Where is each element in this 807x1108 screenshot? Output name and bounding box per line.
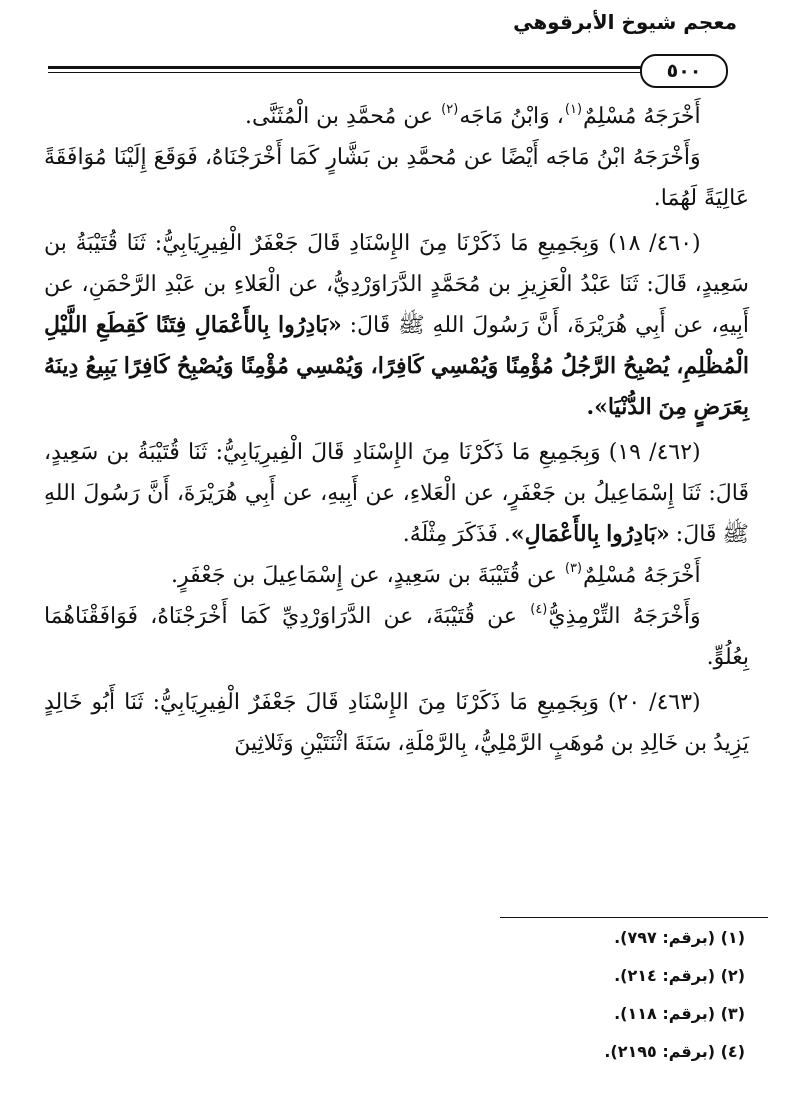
footnote-separator <box>500 917 768 918</box>
text-span: عن مُحمَّدِ بن الْمُثَنَّى. <box>245 104 441 129</box>
footnote-3: (٣) (برقم: ١١٨). <box>614 1004 745 1023</box>
footnote-2: (٢) (برقم: ٢١٤). <box>614 966 745 985</box>
text-span: عن قُتَيْبَةَ بن سَعِيدٍ، عن إِسْمَاعِيلَ بن جَعْفَرٍ. <box>171 563 564 588</box>
text-span: أَخْرَجَهُ مُسْلِمٌ <box>583 563 701 588</box>
text-span: ، وَابْنُ مَاجَه <box>459 104 564 129</box>
hadith-matn: «بَادِرُوا بِالأَعْمَالِ» <box>510 521 670 547</box>
text-span: أَخْرَجَهُ مُسْلِمٌ <box>583 104 701 129</box>
footnote-1: (١) (برقم: ٧٩٧). <box>614 928 745 947</box>
running-title: معجم شيوخ الأبرقوهي <box>513 10 737 34</box>
footnote-marker: (٢) <box>441 102 459 117</box>
footnotes <box>245 928 745 1080</box>
paragraph-takhrij-3 <box>44 555 749 596</box>
paragraph-takhrij-1 <box>44 96 749 137</box>
footnote-marker: (١) <box>564 102 583 117</box>
paragraph-hadith-460 <box>44 223 749 428</box>
isnad-text: (٤٦٢/ ١٩) وَبِجَمِيعِ مَا ذَكَرْنَا مِنَ الإِسْنَادِ قَالَ الْفِيرِيَابِيُّ: ثَنَا قُتَيْبَةُ بن سَعِيدٍ، قَالَ: ثَنَا إِسْمَاعِيلُ بن جَعْفَرٍ، عن الْعَلاءِ، عن أَبِيهِ، عن أَبِي هُرَيْرَةَ، أَنَّ رَسُولَ اللهِ ﷺ قَالَ: <box>44 440 749 547</box>
hadith-matn: «بَادِرُوا بِالأَعْمَالِ فِتَنًا كَقِطَعِ اللَّيْلِ الْمُظْلِمِ، يُصْبِحُ الرَّجُلُ مُؤْمِنًا وَيُمْسِي كَافِرًا، وَيُمْسِي مُؤْمِنًا وَيُصْبِحُ كَافِرًا يَبِيعُ دِينَهُ بِعَرَضٍ مِنَ الدُّنْيَا». <box>44 312 749 420</box>
footnote-4: (٤) (برقم: ٢١٩٥). <box>604 1042 745 1061</box>
text-span: عن قُتَيْبَةَ، عن الدَّرَاوَرْدِيِّ كَمَا أَخْرَجْنَاهُ، فَوَافَقْنَاهُمَا بِعُلُوٍّ. <box>44 604 749 670</box>
text-span: وَأَخْرَجَهُ التِّرْمِذِيُّ <box>548 604 701 629</box>
footnote-marker: (٤) <box>530 602 548 617</box>
header-rule <box>48 66 646 69</box>
footnote-marker: (٣) <box>564 561 583 576</box>
paragraph-hadith-463: (٤٦٣/ ٢٠) وَبِجَمِيعِ مَا ذَكَرْنَا مِنَ الإِسْنَادِ قَالَ جَعْفَرٌ الْفِيرِيَابِيُّ: ثَنَا أَبُو خَالِدٍ يَزِيدُ بن خَالِدِ بن مُوهَبٍ الرَّمْلِيُّ، بِالرَّمْلَةِ، سَنَةَ اثْنَتَيْنِ وَثَلاثِينَ <box>44 690 749 756</box>
paragraph-takhrij-4 <box>44 596 749 678</box>
paragraph-hadith-462 <box>44 432 749 555</box>
main-text <box>44 96 749 764</box>
header-rule-thin <box>48 72 646 73</box>
text-span: . فَذَكَرَ مِثْلَهُ. <box>402 522 511 547</box>
isnad-text: (٤٦٠/ ١٨) وَبِجَمِيعِ مَا ذَكَرْنَا مِنَ الإِسْنَادِ قَالَ جَعْفَرٌ الْفِيرِيَابِيُّ: ثَنَا قُتَيْبَةُ بن سَعِيدٍ، قَالَ: ثَنَا عَبْدُ الْعَزِيزِ بن مُحَمَّدٍ الدَّرَاوَرْدِيُّ، عن الْعَلاءِ بن عَبْدِ الرَّحْمَنِ، عن أَبِيهِ، عن أَبِي هُرَيْرَةَ، أَنَّ رَسُولَ اللهِ ﷺ قَالَ: <box>44 231 750 338</box>
page-number: ٥٠٠ <box>640 54 728 88</box>
paragraph-takhrij-2: وَأَخْرَجَهُ ابْنُ مَاجَه أَيْضًا عن مُحمَّدِ بن بَشَّارٍ كَمَا أَخْرَجْنَاهُ، فَوَقَعَ إِلَيْنَا مُوَافَقَةً عَالِيَةً لَهُمَا. <box>44 145 749 211</box>
